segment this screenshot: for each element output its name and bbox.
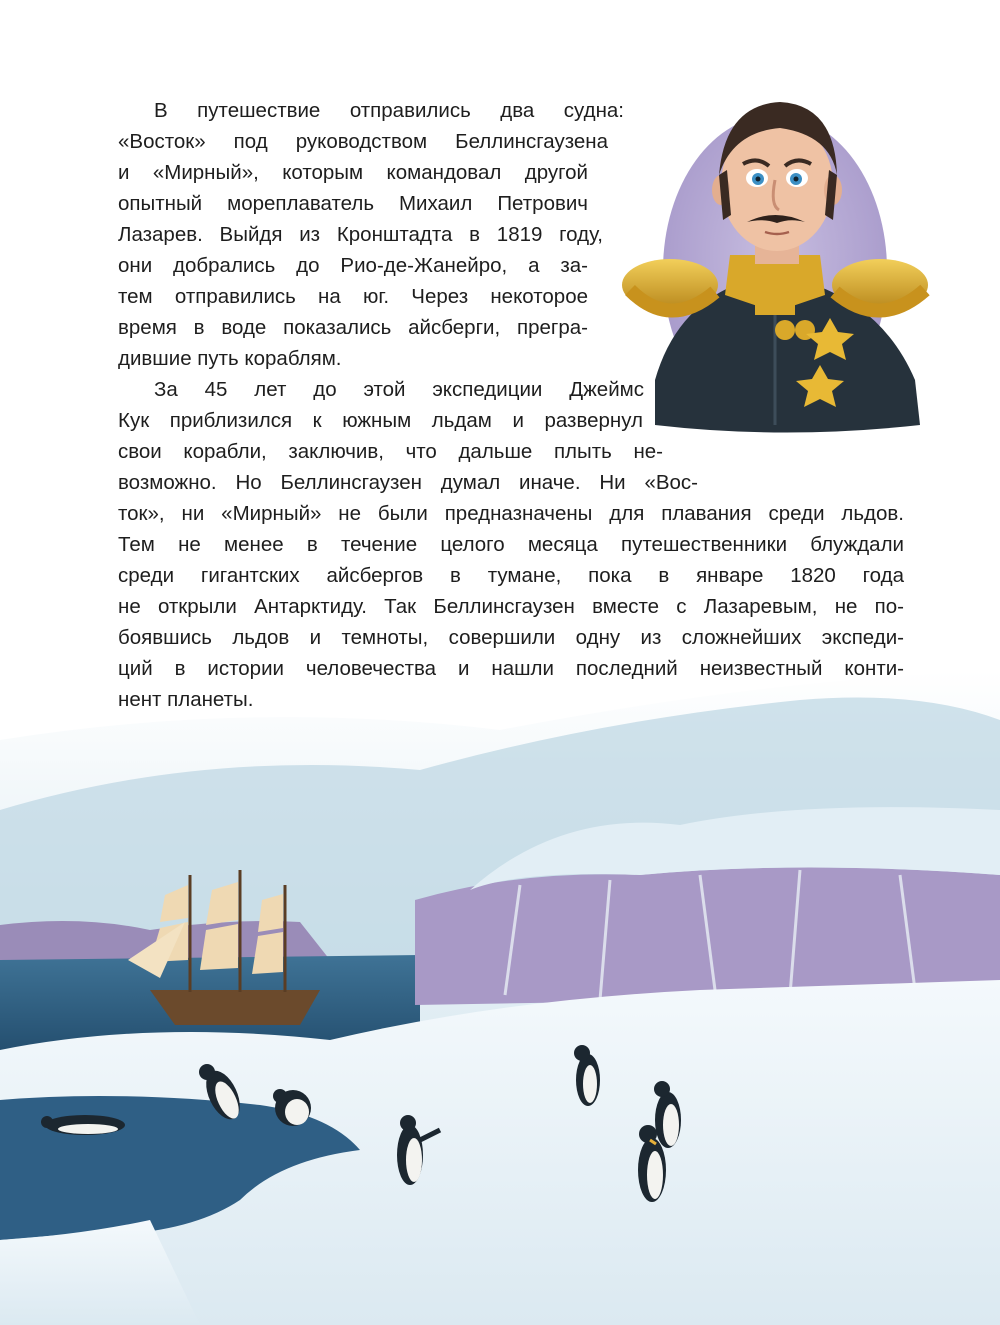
text-line: опытный мореплаватель Михаил Петрович <box>118 192 588 215</box>
text-line: тем отправились на юг. Через некоторое <box>118 285 588 308</box>
text-line: «Восток» под руководством Беллинсгаузена <box>118 130 608 153</box>
portrait-illustration <box>615 80 955 450</box>
text-line: среди гигантских айсбергов в тумане, пока в январе 1820 года <box>118 564 904 587</box>
text-line: Тем не менее в течение целого месяца путешественники блуждали <box>118 533 904 556</box>
text-line: возможно. Но Беллинсгаузен думал иначе. Ни «Вос- <box>118 471 698 494</box>
epaulette-right <box>832 259 928 311</box>
text-line: нент планеты. <box>118 688 254 711</box>
antarctic-scene-illustration <box>0 660 1000 1325</box>
text-line: не открыли Антарктиду. Так Беллинсгаузен вместе с Лазаревым, не по- <box>118 595 904 618</box>
text-line: Лазарев. Выйдя из Кронштадта в 1819 году, <box>118 223 603 246</box>
text-line: время в воде показались айсберги, прегра- <box>118 316 588 339</box>
text-line: ток», ни «Мирный» не были предназначены для плавания среди льдов. <box>118 502 904 525</box>
text-line: ций в истории человечества и нашли последний неизвестный конти- <box>118 657 904 680</box>
text-line: они добрались до Рио-де-Жанейро, а за- <box>118 254 588 277</box>
text-line: Кук приблизился к южным льдам и развернул <box>118 409 643 432</box>
text-line: дившие путь кораблям. <box>118 347 342 370</box>
text-line: боявшись льдов и темноты, совершили одну из сложнейших экспеди- <box>118 626 904 649</box>
text-line: В путешествие отправились два судна: <box>154 99 624 122</box>
epaulette-left <box>622 259 718 311</box>
text-line: свои корабли, заключив, что дальше плыть не- <box>118 440 663 463</box>
text-line: и «Мирный», которым командовал другой <box>118 161 588 184</box>
text-line: За 45 лет до этой экспедиции Джеймс <box>154 378 644 401</box>
